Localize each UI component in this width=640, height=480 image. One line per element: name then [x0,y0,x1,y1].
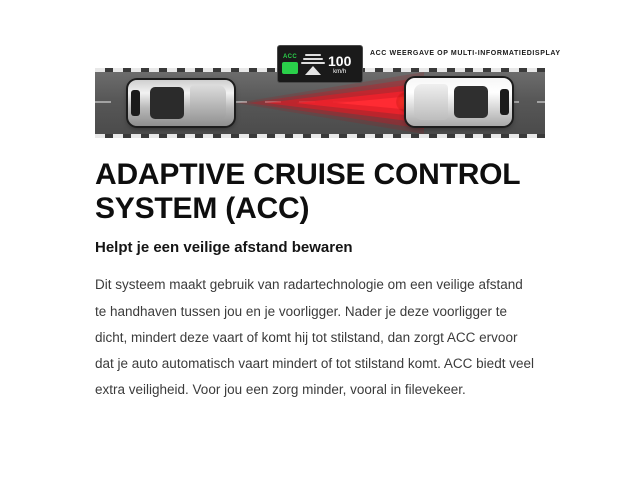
ego-car-bumper [131,90,140,116]
lead-car-hood [414,84,448,120]
ego-car [128,80,234,126]
multi-information-display [277,45,363,83]
hud-caption: ACC WEERGAVE OP MULTI-INFORMATIEDISPLAY [370,50,561,57]
article-content [95,158,545,404]
hud-acc-label: ACC [283,54,297,60]
hud-acc-status [282,54,298,74]
hud-speed-unit: km/h [333,68,347,75]
hud-car-symbol-icon [282,62,298,74]
hud-distance-bars-icon [301,54,325,64]
hud-distance-indicator [301,54,325,75]
article-body-text: Dit systeem maakt gebruik van radartechnologie om een veilige afstand te handhaven tussen jou en je voorligger. Nader je deze voorligger te dicht, mindert deze vaart of komt hij tot stilstand, dan zorgt ACC ervoor dat je auto automatisch vaart mindert of tot stilstand komt. ACC biedt veel extra veiligheid. Voor jou een zorg minder, vooral in filevekeer. [95,277,534,398]
hud-speed-value: 100 [328,52,352,69]
hero-illustration [0,0,640,152]
lead-car [406,78,512,126]
ego-car-hood [190,85,226,121]
road-edge-bottom [95,134,545,138]
page-subtitle: Helpt je een veilige afstand bewaren [95,239,353,257]
page-title: ADAPTIVE CRUISE CONTROL SYSTEM (ACC) [95,158,520,225]
hud-speed-readout [328,54,351,75]
lead-car-bumper [500,89,509,115]
lead-car-windshield [454,86,488,118]
hud-lead-car-icon [305,66,321,75]
ego-car-windshield [150,87,184,119]
